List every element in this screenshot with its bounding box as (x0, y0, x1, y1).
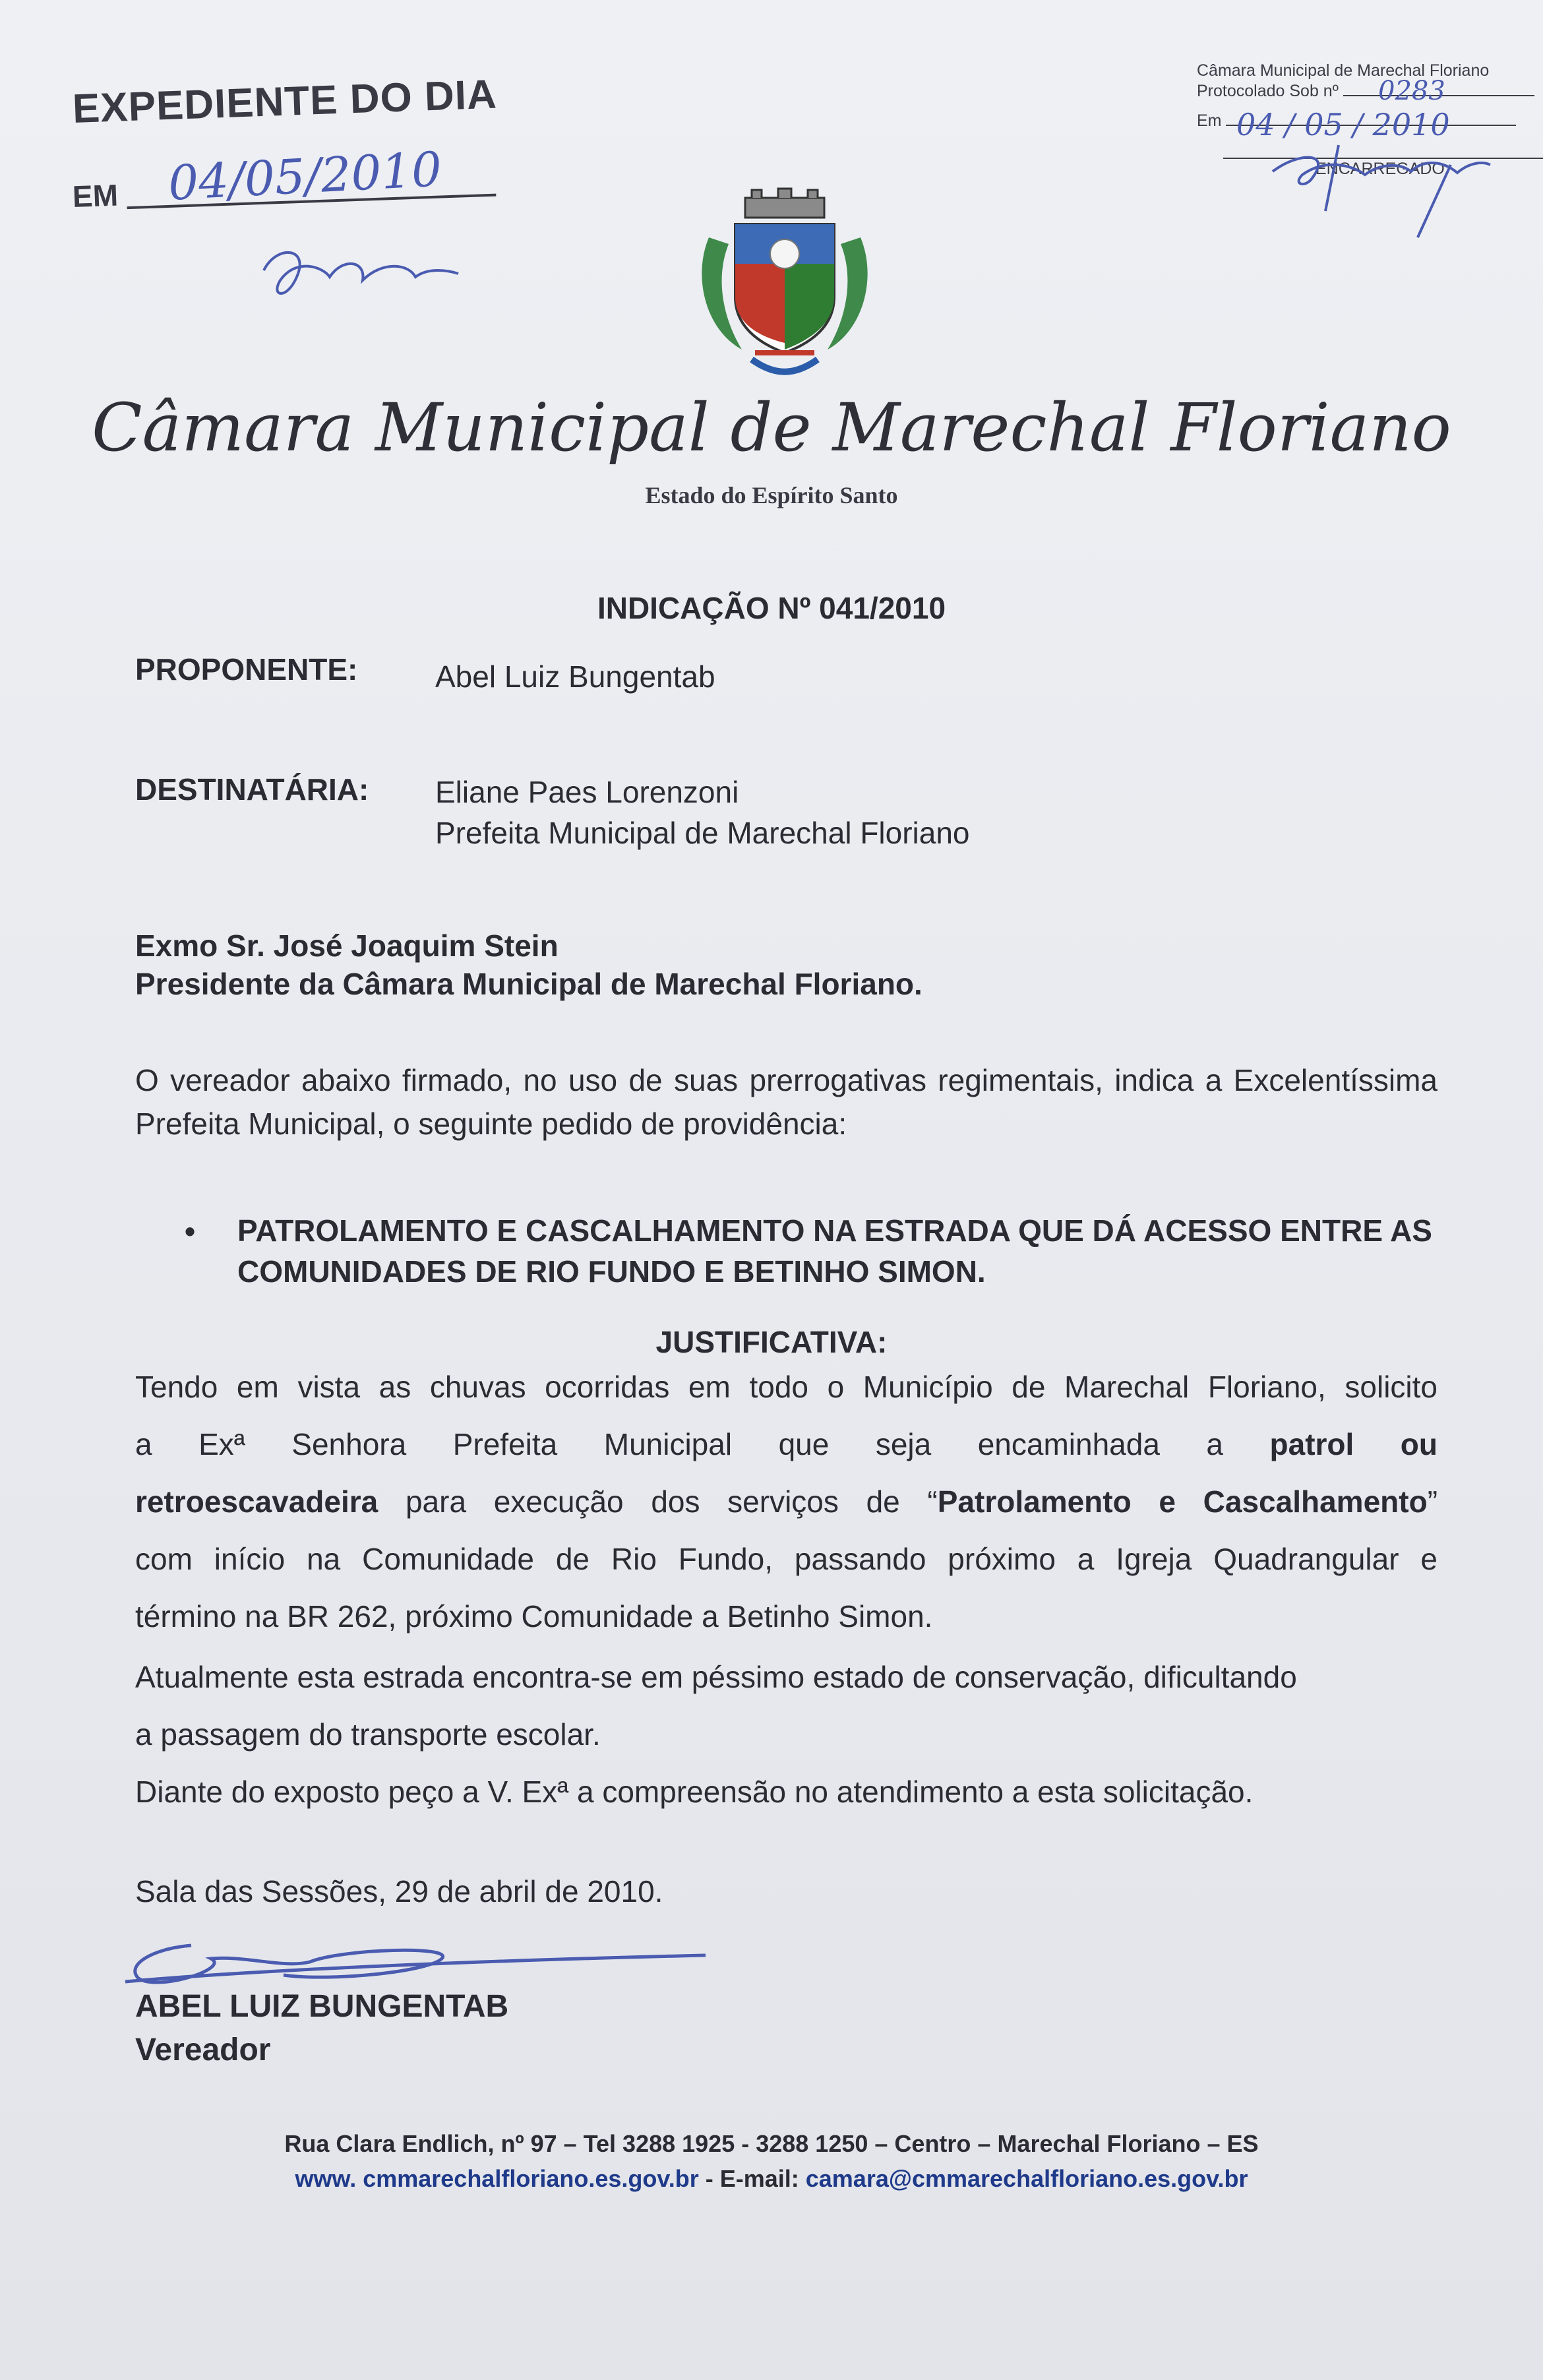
protocol-number-handwritten: 0283 (1378, 76, 1445, 106)
state-subtitle: Estado do Espírito Santo (645, 482, 898, 508)
expediente-em-label: EM (72, 164, 497, 214)
document-title: INDICAÇÃO Nº 041/2010 (597, 591, 946, 625)
protocol-institution: Câmara Municipal de Marechal Floriano (1197, 61, 1490, 80)
destinataria-role: Prefeita Municipal de Marechal Floriano (435, 816, 970, 850)
protocol-number-label: Protocolado Sob nº (1197, 81, 1543, 102)
justification-line-7: a passagem do transporte escolar. (135, 1717, 601, 1752)
justification-line-8: Diante do exposto peço a V. Exª a compreensão no atendimento a esta solicitação. (135, 1775, 1254, 1809)
footer-email-label: - E-mail: (698, 2165, 806, 2192)
date-line: Sala das Sessões, 29 de abril de 2010. (135, 1874, 663, 1908)
expediente-initials-signature (251, 231, 468, 310)
request-text: PATROLAMENTO E CASCALHAMENTO NA ESTRADA QUE DÁ ACESSO ENTRE AS COMUNIDADES DE RIO FUNDO E BETINHO SIMON. (237, 1213, 1432, 1289)
justification-line-4: com início na Comunidade de Rio Fundo, passando próximo a Igreja Quadrangular e (135, 1542, 1437, 1576)
footer-email[interactable]: camara@cmmarechalfloriano.es.gov.br (805, 2165, 1248, 2192)
request-bullet: • (185, 1214, 196, 1248)
addressee-name: Exmo Sr. José Joaquim Stein (135, 929, 559, 963)
protocol-encarregado: ENCARREGADO (1223, 158, 1543, 179)
protocol-date-label: Em (1197, 111, 1543, 131)
footer-website[interactable]: www. cmmarechalfloriano.es.gov.br (295, 2165, 699, 2192)
addressee-title: Presidente da Câmara Municipal de Marechal Floriano. (135, 967, 923, 1001)
destinataria-name: Eliane Paes Lorenzoni (435, 775, 739, 809)
destinataria-label: DESTINATÁRIA: (135, 772, 369, 807)
signer-name: ABEL LUIZ BUNGENTAB (135, 1989, 509, 2024)
protocol-date-handwritten: 04 / 05 / 2010 (1236, 107, 1450, 142)
intro-paragraph: O vereador abaixo firmado, no uso de suas prerrogativas regimentais, indica a Excelentíssima Prefeita Municipal, o seguinte pedido de providência: (135, 1063, 1437, 1141)
justification-line-5: término na BR 262, próximo Comunidade a Betinho Simon. (135, 1599, 933, 1633)
justification-continuation (135, 1649, 1437, 1821)
expediente-date-handwritten: 04/05/2010 (167, 141, 443, 211)
justification-body (135, 1358, 1437, 1645)
proponente-value: Abel Luiz Bungentab (435, 659, 715, 694)
expediente-title: EXPEDIENTE DO DIA (71, 71, 498, 132)
justification-line-1: Tendo em vista as chuvas ocorridas em todo o Município de Marechal Floriano, solicito (135, 1370, 1437, 1404)
proponente-label: PROPONENTE: (135, 652, 358, 687)
signer-role: Vereador (135, 2032, 271, 2067)
justification-line-3: retroescavadeira para execução dos serviços de “Patrolamento e Cascalhamento” (135, 1484, 1438, 1519)
protocol-signature (1240, 132, 1517, 244)
institution-title: Câmara Municipal de Marechal Floriano (92, 389, 1451, 466)
justification-line-2: a Exª Senhora Prefeita Municipal que seja encaminhada a patrol ou (135, 1427, 1437, 1461)
justification-line-6: Atualmente esta estrada encontra-se em péssimo estado de conservação, dificultando (135, 1660, 1297, 1694)
coat-of-arms-logo (696, 185, 874, 382)
footer-address: Rua Clara Endlich, nº 97 – Tel 3288 1925 - 3288 1250 – Centro – Marechal Floriano – ES (284, 2130, 1259, 2157)
justification-title: JUSTIFICATIVA: (655, 1325, 888, 1359)
footer-contact (0, 2165, 1543, 2193)
